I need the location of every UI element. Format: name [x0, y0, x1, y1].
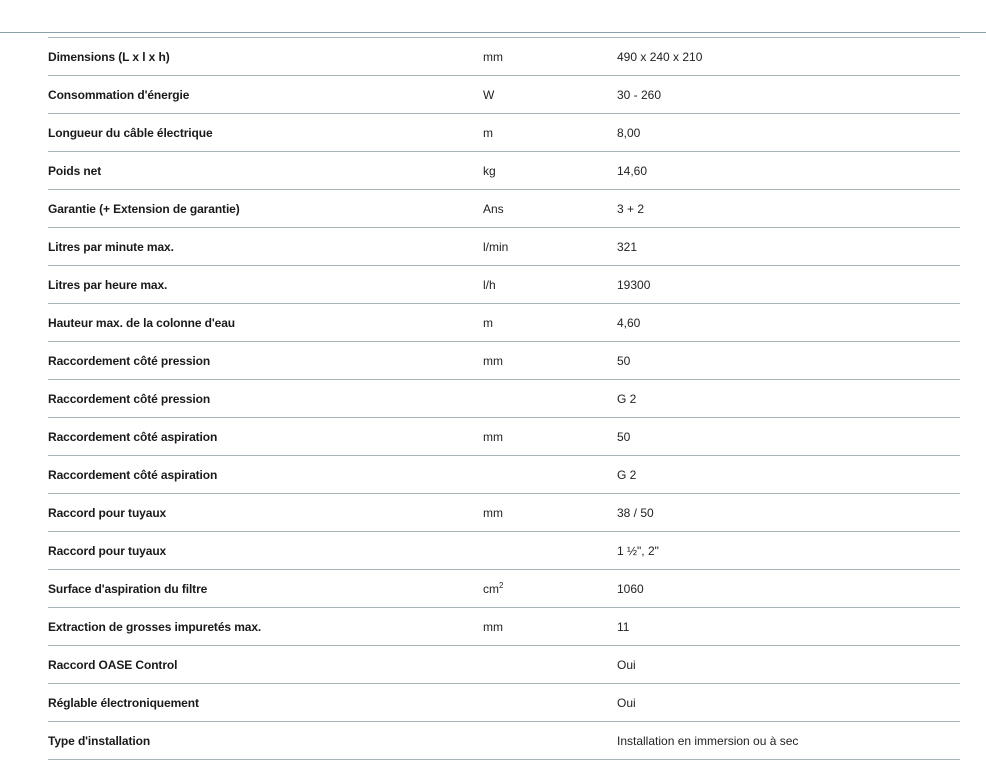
- spec-unit: [483, 304, 617, 342]
- spec-unit: [483, 266, 617, 304]
- spec-unit: [483, 76, 617, 114]
- spec-label: Litres par heure max.: [48, 266, 483, 304]
- specifications-body: [48, 38, 960, 760]
- spec-label: Réglable électroniquement: [48, 684, 483, 722]
- spec-unit: [483, 418, 617, 456]
- spec-unit-text: mm: [483, 505, 503, 520]
- spec-unit-text: W: [483, 87, 495, 102]
- spec-row: [48, 570, 960, 608]
- spec-row: [48, 646, 960, 684]
- spec-unit: [483, 494, 617, 532]
- spec-value: 11: [617, 608, 960, 646]
- spec-unit-text: l/min: [483, 239, 509, 254]
- spec-value: 321: [617, 228, 960, 266]
- spec-row: [48, 608, 960, 646]
- spec-unit: [483, 456, 617, 494]
- spec-row: [48, 494, 960, 532]
- top-divider: [0, 32, 986, 33]
- spec-row: [48, 114, 960, 152]
- spec-label: Raccord pour tuyaux: [48, 532, 483, 570]
- spec-row: [48, 266, 960, 304]
- spec-unit-text: mm: [483, 619, 503, 634]
- spec-label: Longueur du câble électrique: [48, 114, 483, 152]
- spec-label: Extraction de grosses impuretés max.: [48, 608, 483, 646]
- spec-value: 38 / 50: [617, 494, 960, 532]
- spec-unit-superscript: 2: [499, 580, 504, 590]
- spec-row: [48, 304, 960, 342]
- spec-value: 14,60: [617, 152, 960, 190]
- spec-unit-text: m: [483, 315, 493, 330]
- spec-unit-text: mm: [483, 353, 503, 368]
- spec-unit: [483, 38, 617, 76]
- spec-label: Hauteur max. de la colonne d'eau: [48, 304, 483, 342]
- spec-unit: [483, 608, 617, 646]
- spec-unit: [483, 532, 617, 570]
- spec-value: Oui: [617, 646, 960, 684]
- spec-value: 19300: [617, 266, 960, 304]
- spec-value: 8,00: [617, 114, 960, 152]
- spec-label: Raccord OASE Control: [48, 646, 483, 684]
- spec-row: [48, 342, 960, 380]
- spec-value: 50: [617, 342, 960, 380]
- spec-value: 30 - 260: [617, 76, 960, 114]
- spec-unit-text: kg: [483, 163, 496, 178]
- spec-value: 1 ½", 2": [617, 532, 960, 570]
- spec-value: G 2: [617, 456, 960, 494]
- spec-label: Litres par minute max.: [48, 228, 483, 266]
- spec-value: 4,60: [617, 304, 960, 342]
- spec-unit: [483, 570, 617, 608]
- spec-value: 1060: [617, 570, 960, 608]
- spec-row: [48, 684, 960, 722]
- spec-row: [48, 418, 960, 456]
- spec-unit: [483, 152, 617, 190]
- spec-value: G 2: [617, 380, 960, 418]
- spec-label: Raccordement côté pression: [48, 342, 483, 380]
- spec-row: [48, 380, 960, 418]
- spec-unit: [483, 722, 617, 760]
- spec-unit: [483, 114, 617, 152]
- spec-unit: [483, 380, 617, 418]
- spec-row: [48, 76, 960, 114]
- spec-label: Dimensions (L x l x h): [48, 38, 483, 76]
- spec-row: [48, 456, 960, 494]
- spec-value: Oui: [617, 684, 960, 722]
- spec-unit-text: mm: [483, 49, 503, 64]
- spec-label: Surface d'aspiration du filtre: [48, 570, 483, 608]
- spec-unit: [483, 228, 617, 266]
- spec-label: Raccordement côté pression: [48, 380, 483, 418]
- specifications-table: [48, 37, 960, 760]
- spec-label: Consommation d'énergie: [48, 76, 483, 114]
- spec-row: [48, 190, 960, 228]
- spec-value: Installation en immersion ou à sec: [617, 722, 960, 760]
- spec-unit-text: m: [483, 125, 493, 140]
- spec-label: Raccord pour tuyaux: [48, 494, 483, 532]
- spec-unit: [483, 684, 617, 722]
- spec-unit: [483, 646, 617, 684]
- spec-unit-text: mm: [483, 429, 503, 444]
- spec-row: [48, 532, 960, 570]
- spec-label: Raccordement côté aspiration: [48, 456, 483, 494]
- spec-label: Poids net: [48, 152, 483, 190]
- spec-unit-text: Ans: [483, 201, 504, 216]
- spec-unit-text: cm: [483, 581, 499, 596]
- spec-row: [48, 228, 960, 266]
- spec-row: [48, 152, 960, 190]
- spec-row: [48, 38, 960, 76]
- spec-unit: [483, 342, 617, 380]
- spec-label: Type d'installation: [48, 722, 483, 760]
- spec-unit-text: l/h: [483, 277, 496, 292]
- spec-value: 490 x 240 x 210: [617, 38, 960, 76]
- spec-unit: [483, 190, 617, 228]
- spec-label: Raccordement côté aspiration: [48, 418, 483, 456]
- spec-value: 3 + 2: [617, 190, 960, 228]
- spec-value: 50: [617, 418, 960, 456]
- spec-row: [48, 722, 960, 760]
- spec-label: Garantie (+ Extension de garantie): [48, 190, 483, 228]
